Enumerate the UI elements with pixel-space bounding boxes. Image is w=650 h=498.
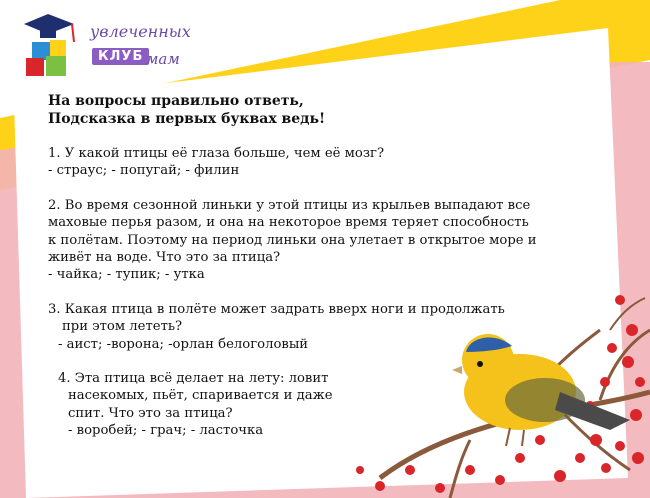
question-2-line: 2. Во время сезонной линьки у этой птицы из крыльев выпадают все <box>48 197 531 213</box>
question-4-line: насекомых, пьёт, спаривается и даже <box>68 388 333 404</box>
question-4 <box>48 370 608 440</box>
club-logo <box>12 8 202 80</box>
quiz-text <box>48 92 608 440</box>
question-4-line: спит. Что это за птица? <box>68 405 233 421</box>
logo-text-line1: увлеченных <box>90 22 191 41</box>
question-2 <box>48 197 608 284</box>
heading-line1: На вопросы правильно ответь, <box>48 93 304 109</box>
question-4-options: - воробей; - грач; - ласточка <box>68 423 264 439</box>
question-1 <box>48 145 608 180</box>
question-3-line: 3. Какая птица в полёте может задрать вверх ноги и продолжать <box>48 301 505 317</box>
logo-text-line2: мам <box>146 50 180 68</box>
question-2-line: маховые перья разом, и она на некоторое время теряет способность <box>48 215 529 231</box>
question-1-line: 1. У какой птицы её глаза больше, чем её мозг? <box>48 146 385 161</box>
graduation-cap-cubes-icon <box>12 8 92 80</box>
question-3 <box>48 301 608 353</box>
question-3-line: при этом лететь? <box>62 319 183 335</box>
question-2-line: живёт на воде. Что это за птица? <box>48 250 281 266</box>
heading-line2: Подсказка в первых буквах ведь! <box>48 111 326 127</box>
question-4-line: 4. Эта птица всё делает на лету: ловит <box>58 371 329 387</box>
question-2-options: - чайка; - тупик; - утка <box>48 267 205 283</box>
logo-club-badge: КЛУБ <box>92 48 149 65</box>
question-1-options: - страус; - попугай; - филин <box>48 163 240 179</box>
question-2-line: к полётам. Поэтому на период линьки она улетает в открытое море и <box>48 232 537 248</box>
question-3-options: - аист; -ворона; -орлан белоголовый <box>58 336 309 352</box>
